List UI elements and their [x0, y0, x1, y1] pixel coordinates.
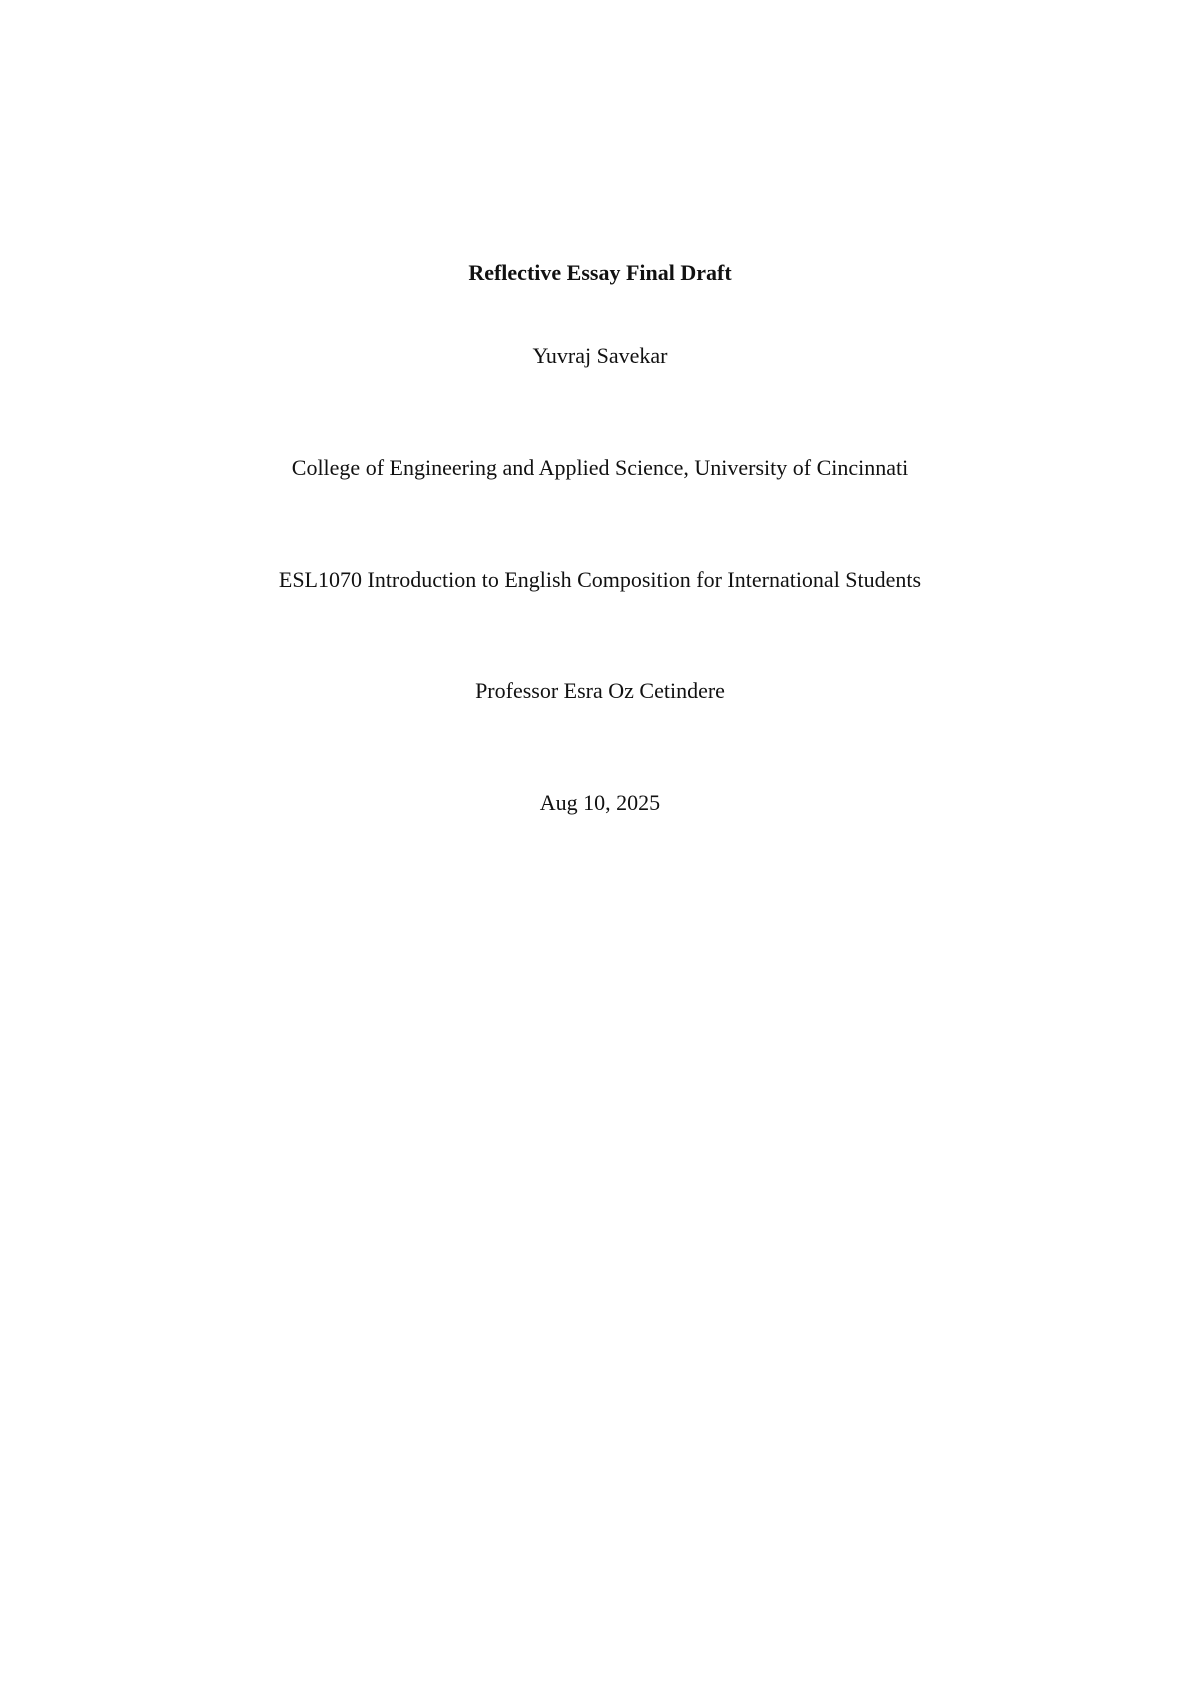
essay-title: Reflective Essay Final Draft — [468, 260, 732, 285]
institution-affiliation: College of Engineering and Applied Science, University of Cincinnati — [291, 455, 909, 480]
course-name: ESL1070 Introduction to English Composition for International Students — [278, 567, 922, 592]
instructor-name: Professor Esra Oz Cetindere — [475, 678, 725, 703]
submission-date: Aug 10, 2025 — [539, 790, 661, 815]
author-name: Yuvraj Savekar — [532, 343, 668, 368]
